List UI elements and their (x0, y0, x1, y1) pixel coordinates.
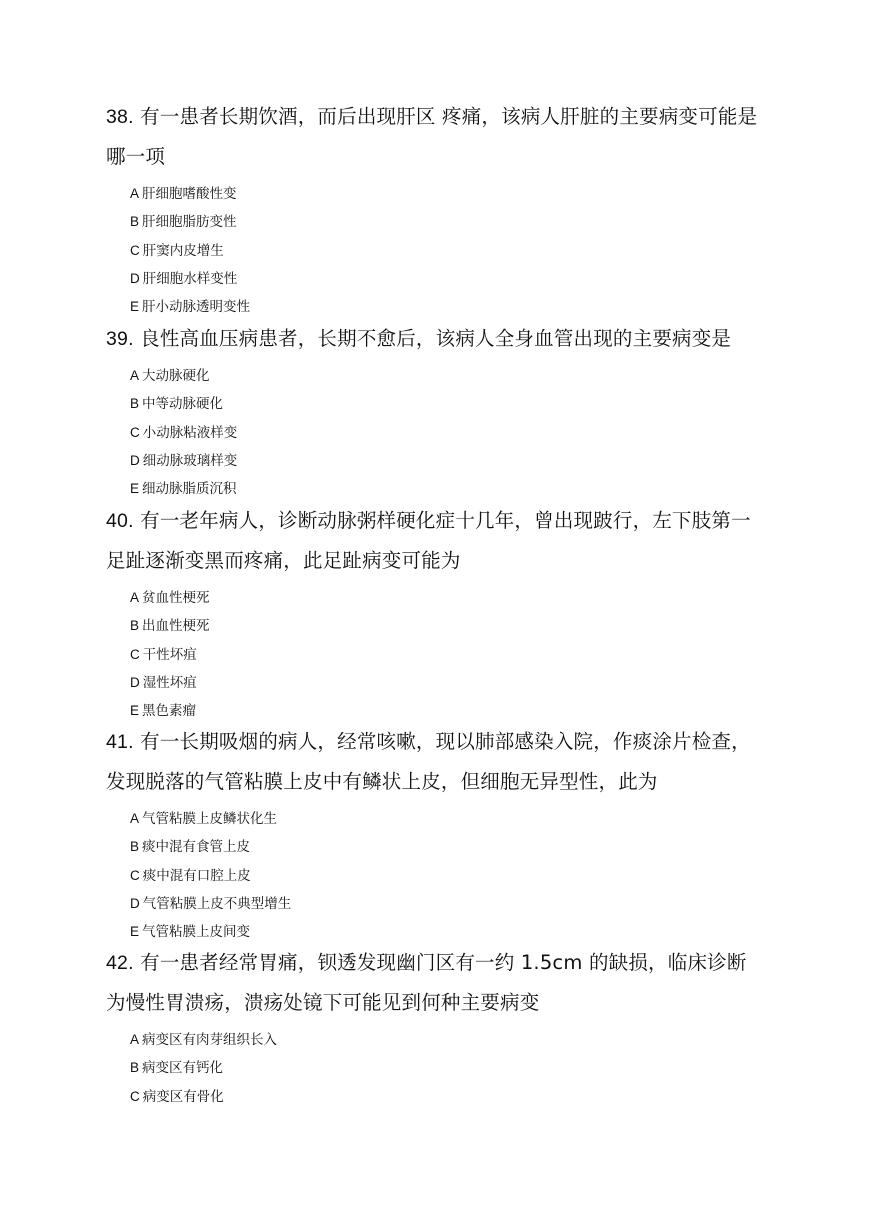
option-text: 细动脉脂质沉积 (142, 481, 237, 498)
option-list (130, 1026, 766, 1111)
option-b (130, 612, 766, 640)
option-letter: A (130, 811, 140, 826)
option-a (130, 805, 766, 833)
option-b (130, 390, 766, 418)
option-text: 病变区有肉芽组织长入 (142, 1032, 278, 1048)
question-text (106, 943, 766, 1023)
option-letter: A (130, 590, 140, 605)
option-letter: B (130, 396, 140, 412)
option-c (130, 419, 766, 447)
option-text: 大动脉硬化 (142, 368, 210, 384)
option-list (130, 805, 766, 946)
option-text: 肝细胞脂肪变性 (142, 214, 237, 231)
option-text: 出血性梗死 (142, 618, 210, 635)
option-letter: B (130, 618, 140, 634)
question-number: 39. (106, 328, 134, 350)
option-text: 细动脉玻璃样变 (142, 452, 238, 469)
option-text: 痰中混有食管上皮 (142, 839, 251, 856)
option-text: 肝窦内皮增生 (142, 242, 224, 259)
question-stem: 有一患者经常胃痛，钡透发现幽门区有一约 1.5cm 的缺损，临床诊断为慢性胃溃疡，溃疡处镜下可能见到何种主要病变 (106, 951, 747, 1014)
option-list (130, 584, 766, 725)
question-stem: 有一长期吸烟的病人，经常咳嗽，现以肺部感染入院，作痰涂片检查，发现脱落的气管粘膜上皮中有鳞状上皮，但细胞无异型性，此为 (106, 730, 751, 793)
option-text: 干性坏疽 (142, 646, 197, 663)
option-text: 贫血性梗死 (142, 590, 210, 606)
option-text: 中等动脉硬化 (142, 396, 224, 413)
option-letter: C (130, 1088, 140, 1104)
option-letter: C (130, 424, 140, 440)
option-text: 气管粘膜上皮间变 (142, 924, 251, 941)
question-41 (106, 722, 766, 946)
question-40 (106, 501, 766, 725)
option-list (130, 362, 766, 503)
option-letter: A (130, 368, 140, 383)
option-letter: E (130, 703, 140, 719)
option-text: 肝小动脉透明变性 (142, 299, 251, 316)
question-number: 41. (106, 731, 134, 753)
option-b (130, 208, 766, 236)
option-letter: A (130, 1032, 140, 1047)
question-stem: 有一老年病人，诊断动脉粥样硬化症十几年，曾出现跛行，左下肢第一足趾逐渐变黑而疼痛，此足趾病变可能为 (106, 509, 751, 572)
question-stem: 良性高血压病患者，长期不愈后，该病人全身血管出现的主要病变是 (140, 327, 732, 350)
question-text (106, 501, 766, 581)
option-text: 肝细胞嗜酸性变 (142, 186, 237, 202)
option-text: 湿性坏疽 (142, 674, 197, 691)
option-d (130, 890, 766, 918)
question-39 (106, 319, 766, 503)
question-text (106, 722, 766, 802)
option-c (130, 237, 766, 265)
option-text: 病变区有骨化 (142, 1088, 224, 1105)
option-e (130, 293, 766, 321)
option-letter: B (130, 1060, 140, 1076)
option-letter: E (130, 299, 140, 315)
option-e (130, 475, 766, 503)
option-letter: E (130, 481, 140, 497)
option-text: 气管粘膜上皮不典型增生 (142, 895, 292, 912)
option-a (130, 1026, 766, 1054)
option-list (130, 180, 766, 321)
option-letter: C (130, 867, 140, 883)
option-c (130, 1083, 766, 1111)
option-b (130, 1054, 766, 1082)
option-c (130, 641, 766, 669)
option-b (130, 833, 766, 861)
option-a (130, 584, 766, 612)
option-letter: C (130, 646, 140, 662)
question-text (106, 319, 766, 359)
option-letter: A (130, 186, 140, 201)
question-42 (106, 943, 766, 1111)
option-text: 痰中混有口腔上皮 (142, 867, 251, 884)
option-d (130, 447, 766, 475)
question-number: 42. (106, 952, 134, 974)
option-a (130, 362, 766, 390)
option-letter: E (130, 924, 140, 940)
question-38 (106, 97, 766, 321)
question-number: 40. (106, 510, 134, 532)
option-a (130, 180, 766, 208)
question-number: 38. (106, 106, 134, 128)
option-text: 黑色素瘤 (142, 703, 197, 720)
option-letter: B (130, 214, 140, 230)
option-letter: D (130, 452, 140, 468)
option-text: 气管粘膜上皮鳞状化生 (142, 811, 278, 827)
option-letter: B (130, 839, 140, 855)
option-letter: D (130, 674, 140, 690)
option-text: 病变区有钙化 (142, 1060, 224, 1077)
question-text (106, 97, 766, 177)
question-stem: 有一患者长期饮酒，而后出现肝区 疼痛，该病人肝脏的主要病变可能是哪一项 (106, 105, 758, 168)
option-letter: D (130, 270, 140, 286)
option-letter: C (130, 242, 140, 258)
option-c (130, 862, 766, 890)
option-letter: D (130, 895, 140, 911)
option-text: 小动脉粘液样变 (142, 424, 238, 441)
option-d (130, 265, 766, 293)
option-text: 肝细胞水样变性 (142, 270, 238, 287)
option-d (130, 669, 766, 697)
